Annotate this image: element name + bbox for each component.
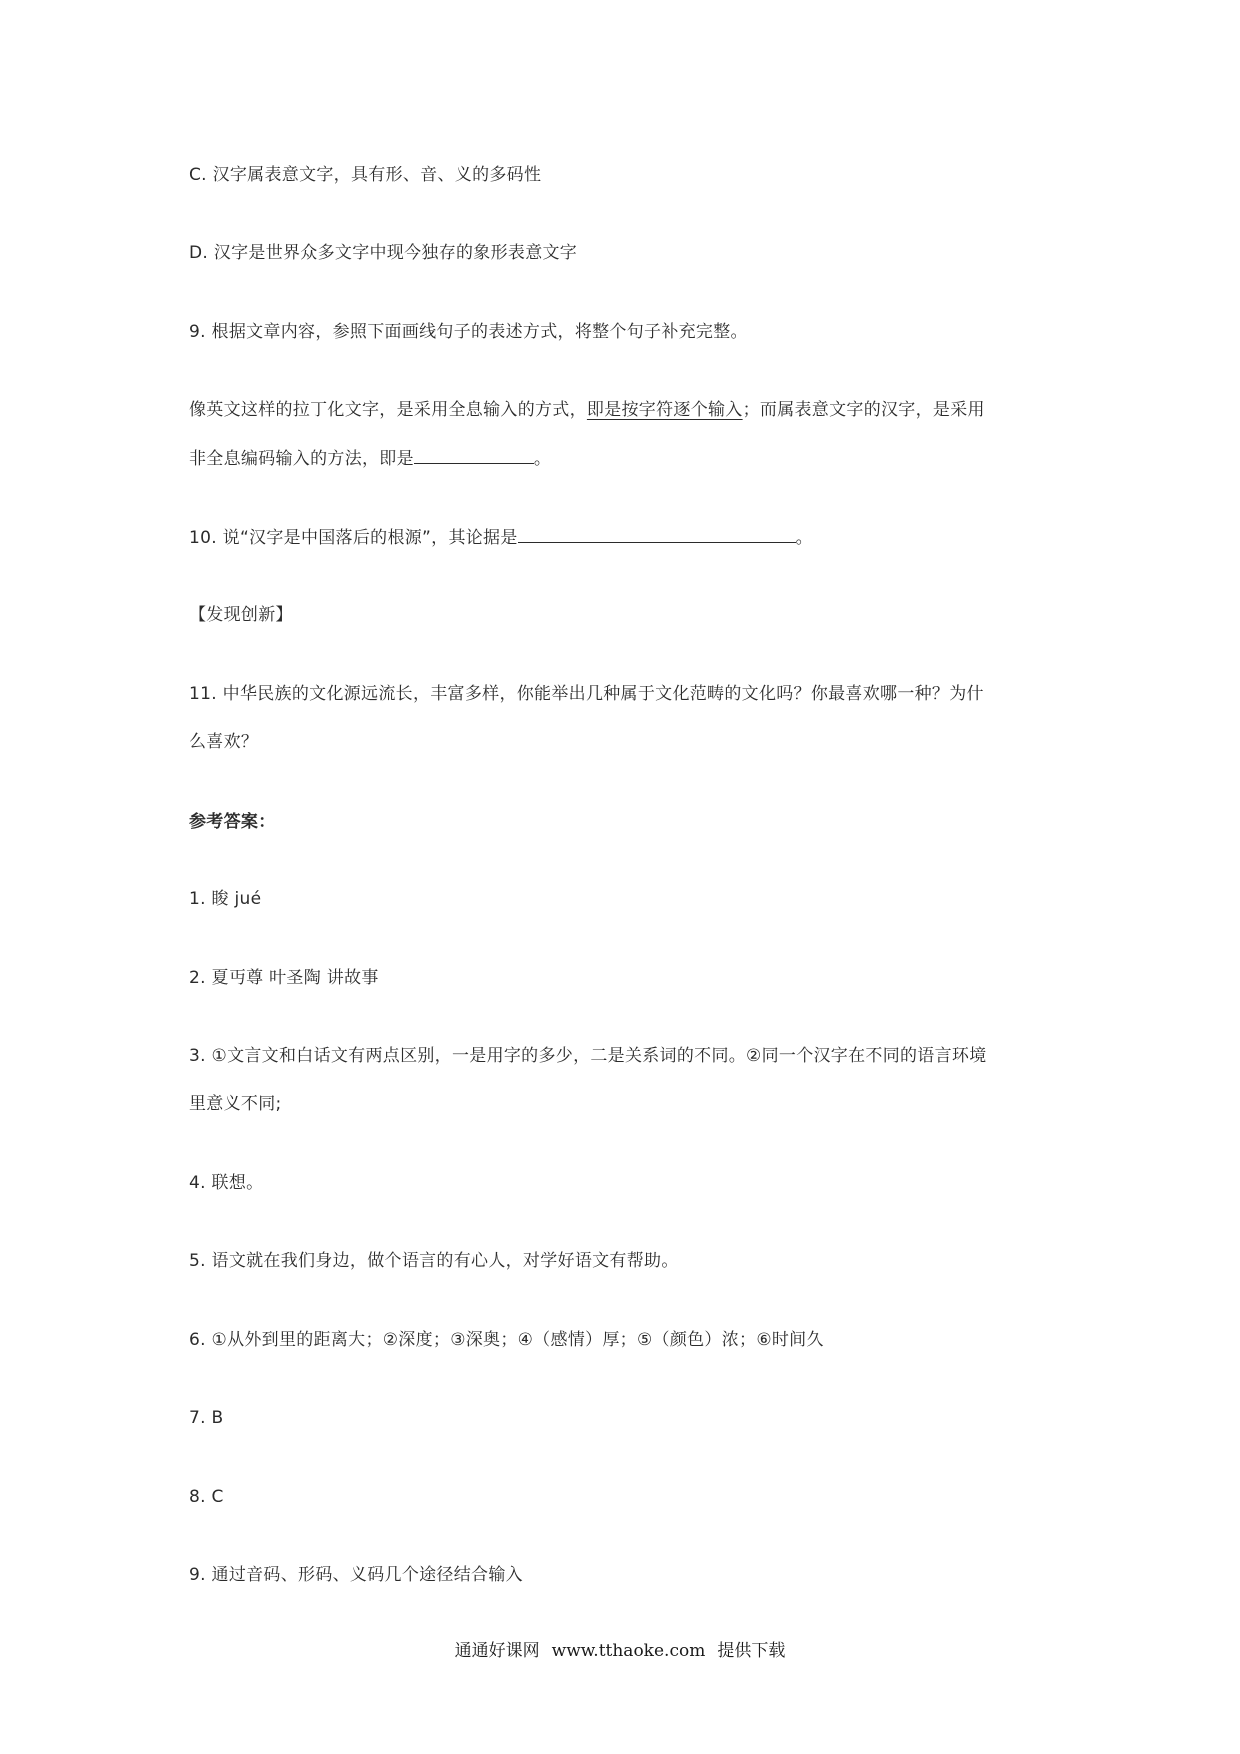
question-11-line-1: 11. 中华民族的文化源远流长，丰富多样，你能举出几种属于文化范畴的文化吗？你最喜欢哪一种？为什 [189, 684, 984, 704]
answer-3-line-2: 里意义不同; [189, 1094, 282, 1114]
sentence-line-2-text: 非全息编码输入的方法，即是 [189, 449, 414, 469]
question-11-line-2: 么喜欢？ [189, 732, 259, 752]
question-10-text: 10. 说“汉字是中国落后的根源”，其论据是 [189, 528, 518, 548]
option-d: D. 汉字是世界众多文字中现今独存的象形表意文字 [189, 243, 578, 263]
question-10 [189, 525, 813, 550]
sentence-end: 。 [533, 449, 552, 469]
answer-blank [414, 446, 534, 464]
answer-8: 8. C [189, 1487, 224, 1507]
answer-3-line-1: 3. ①文言文和白话文有两点区别，一是用字的多少，二是关系词的不同。②同一个汉字在不同的语言环境 [189, 1046, 987, 1066]
sentence-part-1: 像英文这样的拉丁化文字，是采用全息输入的方式， [189, 400, 587, 420]
answer-4: 4. 联想。 [189, 1173, 264, 1193]
question-9-sentence-line-1 [189, 398, 985, 422]
answers-heading: 参考答案： [189, 812, 276, 832]
answer-7: 7. B [189, 1408, 224, 1428]
question-9: 9. 根据文章内容，参照下面画线句子的表述方式，将整个句子补充完整。 [189, 322, 748, 342]
answer-blank [518, 525, 796, 543]
option-c: C. 汉字属表意文字，具有形、音、义的多码性 [189, 165, 542, 185]
sentence-part-2: ；而属表意文字的汉字，是采用 [742, 400, 985, 420]
footer-suffix: 提供下载 [717, 1641, 786, 1661]
footer-url[interactable]: www.tthaoke.com [551, 1641, 706, 1661]
answer-2: 2. 夏丏尊 叶圣陶 讲故事 [189, 968, 379, 988]
section-heading: 【发现创新】 [189, 605, 293, 625]
page-footer [0, 1639, 1240, 1663]
answer-9: 9. 通过音码、形码、义码几个途径结合输入 [189, 1565, 523, 1585]
underlined-phrase: 即是按字符逐个输入 [586, 400, 743, 420]
footer-site-name: 通通好课网 [454, 1641, 540, 1661]
question-10-end: 。 [795, 528, 813, 548]
answer-6: 6. ①从外到里的距离大；②深度；③深奥；④（感情）厚；⑤（颜色）浓；⑥时间久 [189, 1330, 824, 1350]
answer-1: 1. 睃 jué [189, 889, 262, 909]
question-9-sentence-line-2 [189, 446, 551, 471]
answer-5: 5. 语文就在我们身边，做个语言的有心人，对学好语文有帮助。 [189, 1251, 679, 1271]
